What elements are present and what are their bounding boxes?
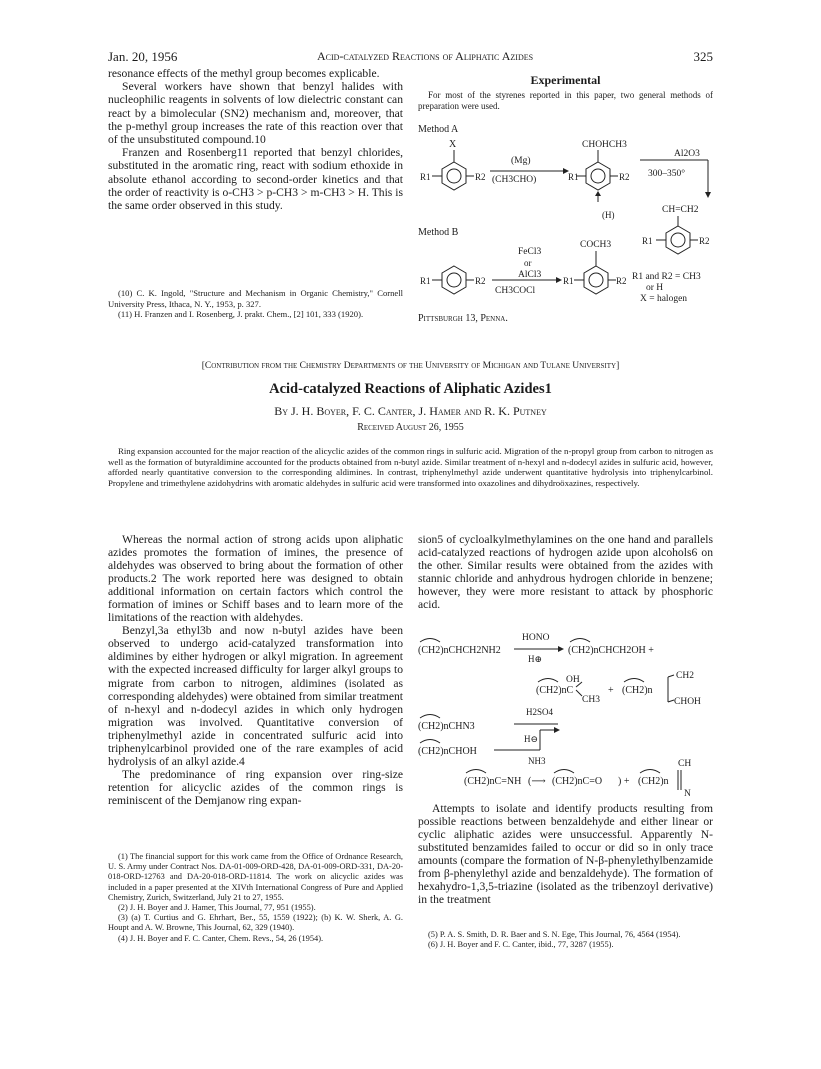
scheme-a-reagent-bottom: (CH3CHO) — [492, 175, 537, 185]
scheme-c-ch2: CH2 — [676, 671, 694, 681]
scheme-c-ring-n1: (CH2)n — [622, 685, 653, 696]
article-authors: By J. H. Boyer, F. C. Canter, J. Hamer and R. K. Putney — [274, 404, 547, 418]
scheme-a-x: X — [449, 139, 457, 150]
footnote: (1) The financial support for this work came from the Office of Ordnance Research, U. S. Army under Contract Nos. DA-01-009-ORD-428, DA-01-009-ORD-331, DA-20-018-ORD-12763 and DA-20-018-ORD-11814. The work on alicyclic azides was included in a paper presented at the XIVth International Congress of Pure and Applied Chemistry, Zurich, Switzerland, July 21 to 27, 1955. — [108, 852, 403, 902]
benzene-ring-a1 — [442, 150, 466, 190]
scheme-a-r2: R2 — [475, 172, 486, 182]
running-date: Jan. 20, 1956 — [108, 49, 178, 64]
scheme-c-close-plus: ) + — [618, 776, 630, 787]
footnote: (5) P. A. S. Smith, D. R. Baer and S. N. Ege, This Journal, 76, 4564 (1954). — [428, 930, 681, 939]
footnote: (6) J. H. Boyer and F. C. Canter, ibid., 77, 3287 (1955). — [428, 940, 614, 950]
scheme-b-r1b: R1 — [563, 276, 574, 286]
scheme-b-reagent-2: AlCl3 — [518, 270, 542, 280]
scheme-a-r1: R1 — [420, 172, 431, 182]
footnote: (3) (a) T. Curtius and G. Ehrhart, Ber., 55, 1559 (1922); (b) K. W. Sherk, A. G. Houpt and A. W. Browne, This Journal, 62, 329 (1940). — [108, 913, 403, 933]
styrene-synthesis-scheme — [408, 130, 718, 325]
scheme-c-ring-n2: (CH2)n — [638, 776, 669, 787]
paragraph: Whereas the normal action of strong acids upon aliphatic azides promotes the formation of imines, the presence of aldehydes was observed to bring about the formation of other products.2 The work reported here was designed to obtain additional information on certain factors which control the formation of imines or Schiff bases and to learn more of the limitations of the reaction with aldehydes. — [108, 533, 403, 625]
paragraph: Several workers have shown that benzyl halides with nucleophilic reagents in solvents of low dielectric constant can react by a bimolecular (SN2) mechanism and, moreover, that the p-methyl group increases the rate of this reaction over that of the unsubstituted compound.10 — [108, 80, 403, 147]
scheme-a-h: (H) — [602, 210, 615, 220]
paragraph: Franzen and Rosenberg11 reported that benzyl chlorides, substituted in the aromatic ring, react with sodium ethoxide in absolute ethanol according to second-order kinetics and that the order of reactivity is o-CH3 > p-CH3 > m-CH3 > H. This is the same order observed in this study. — [108, 146, 403, 213]
method-b-label: Method B — [418, 227, 459, 238]
paragraph: resonance effects of the methyl group becomes explicable. — [108, 67, 380, 80]
scheme-a-r2b: R2 — [619, 172, 630, 182]
scheme-a-temp: 300–350° — [648, 169, 686, 179]
page-number: 325 — [693, 49, 713, 64]
prev-article-left-column — [108, 67, 403, 212]
scheme-c-plus: + — [608, 685, 614, 696]
scheme-b-reagent-3: CH3COCl — [495, 286, 536, 296]
scheme-a-r1b: R1 — [568, 172, 579, 182]
scheme-c-hplus: H⊕ — [528, 654, 543, 664]
scheme-c-choh: CHOH — [674, 697, 701, 707]
scheme-c-h2so4: H2SO4 — [526, 707, 554, 717]
benzene-ring-b2 — [574, 251, 616, 294]
scheme-a-styrene-sub: CH=CH2 — [662, 205, 699, 215]
ring-expansion-scheme — [418, 630, 713, 800]
article-right-footnotes — [418, 930, 713, 950]
benzene-ring-b1 — [432, 266, 474, 294]
scheme-b-ketone-sub: COCH3 — [580, 240, 612, 250]
scheme-b-legend-2: or H — [646, 283, 664, 293]
scheme-b-r2: R2 — [475, 276, 486, 286]
scheme-c-ch3: CH3 — [582, 695, 600, 705]
prev-article-footnotes — [108, 288, 403, 320]
scheme-c-nh3: NH3 — [528, 756, 546, 766]
scheme-a-reagent-top: (Mg) — [511, 156, 531, 166]
scheme-c-open-arrow: (⟶ — [528, 776, 546, 787]
article-left-column — [108, 533, 403, 807]
scheme-a-r1c: R1 — [642, 236, 653, 246]
article-right-top — [418, 533, 713, 611]
paragraph: sion5 of cycloalkylmethylamines on the one hand and parallels acid-catalyzed reactions of hydrogen azide upon alcohols6 on the other. Similar results were obtained from the azides with stannic chloride and anhydrous hydrogen chloride in benzene; however, they were more resistant to attack by phosphoric acid. — [418, 533, 713, 612]
article-right-bottom — [418, 802, 713, 906]
paragraph: Benzyl,3a ethyl3b and now n-butyl azides have been observed to undergo acid-catalyzed transformation into aldimines by either hydrogen or alkyl migration. In agreement with the expected increased difficulty for larger alkyl groups to migrate from carbon to nitrogen, aldimines (isolated as corresponding aldehydes) were obtained from similar treatment of n-hexyl and n-dodecyl azides in which only hydrogen migration was involved. Quantitative conversion of triphenylmethyl azide in concentrated sulfuric acid into triphenylcarbinol provided one of the rare examples of acid hydrolysis of an alkyl azide.4 — [108, 624, 403, 768]
footnote: (10) C. K. Ingold, "Structure and Mechanism in Organic Chemistry," Cornell University Press, Ithaca, N. Y., 1953, p. 327. — [108, 288, 403, 309]
scheme-b-legend-3: X = halogen — [640, 294, 688, 304]
footnote: (2) J. H. Boyer and J. Hamer, This Journal, 77, 951 (1955). — [118, 903, 316, 913]
scheme-a-r2c: R2 — [699, 236, 710, 246]
scheme-c-alcohol: (CH2)nCHCH2OH + — [568, 645, 654, 656]
scheme-c-ring-c: (CH2)nC — [536, 685, 574, 696]
scheme-b-legend-1: R1 and R2 = CH3 — [632, 272, 701, 282]
scheme-b-r1: R1 — [420, 276, 431, 286]
scheme-c-n: N — [684, 789, 691, 799]
paragraph: The predominance of ring expansion over ring-size retention for alicyclic azides of the common rings is reminiscent of the Demjanow ring expan- — [108, 767, 403, 807]
scheme-c-ketone: (CH2)nC=O — [552, 776, 603, 787]
footnote: (11) H. Franzen and I. Rosenberg, J. prakt. Chem., [2] 101, 333 (1920). — [118, 309, 364, 320]
scheme-c-h-minus: H⊖ — [524, 734, 539, 744]
running-title: Acid-catalyzed Reactions of Aliphatic Azides — [316, 49, 534, 63]
experimental-heading: Experimental — [530, 73, 601, 87]
experimental-intro — [418, 90, 713, 111]
scheme-b-reagent-or: or — [524, 258, 532, 268]
scheme-c-azide: (CH2)nCHN3 — [418, 721, 475, 732]
paragraph: Attempts to isolate and identify products resulting from possible reactions between benzaldehyde and either linear or cyclic aliphatic azides were unsuccessful. Apparently N-substituted benzamides failed to occur or did so in only trace amounts (compare the formation of N-β-phenylethylbenzamide from β-phenylethyl azide and benzaldehyde). The formation of hexahydro-1,3,5-triazine (isolated as the tribenzoyl derivative) in the treatment — [418, 802, 713, 907]
scheme-c-carbinol: (CH2)nCHOH — [418, 746, 477, 757]
scheme-b-reagent-1: FeCl3 — [518, 247, 542, 257]
scheme-c-oh: OH — [566, 675, 580, 685]
contribution-line: [Contribution from the Chemistry Departments of the University of Michigan and Tulane University] — [201, 361, 620, 371]
scheme-c-hono: HONO — [522, 633, 550, 643]
scheme-c-imine: (CH2)nC=NH — [464, 776, 522, 787]
experimental-intro-text: For most of the styrenes reported in this paper, two general methods of preparation were used. — [418, 90, 713, 111]
scheme-a-product-sub: CHOHCH3 — [582, 140, 627, 150]
scheme-a-al2o3: Al2O3 — [674, 149, 700, 159]
scheme-c-ch: CH — [678, 759, 692, 769]
received-date: Received August 26, 1955 — [357, 422, 464, 433]
abstract — [108, 446, 713, 488]
article-title: Acid-catalyzed Reactions of Aliphatic Azides1 — [269, 381, 552, 397]
author-address: Pittsburgh 13, Penna. — [418, 313, 508, 324]
method-a-label: Method A — [418, 124, 459, 135]
scheme-c-amine: (CH2)nCHCH2NH2 — [418, 645, 501, 656]
scheme-b-r2b: R2 — [616, 276, 627, 286]
footnote: (4) J. H. Boyer and F. C. Canter, Chem. Revs., 54, 26 (1954). — [118, 933, 324, 943]
abstract-text: Ring expansion accounted for the major reaction of the alicyclic azides of the common rings in sulfuric acid. Migration of the n-propyl group from carbon to nitrogen as well as the formation of butyraldimine accounted for the products obtained from n-butyl azide. Similar treatment of n-hexyl and n-dodecyl azides in sulfuric acid, however, afforded nearly quantitative conversion to the corresponding aldimines. In contrast, triphenylmethyl azide underwent quantitative hydrolysis into triphenylcarbinol. Propylene and trimethylene azidohydrins with aromatic aldehydes in sulfuric acid were transformed into oxazolines and dihydroöxazines, respectively. — [108, 446, 713, 488]
article-left-footnotes — [108, 852, 403, 944]
benzene-ring-a3 — [656, 216, 698, 254]
